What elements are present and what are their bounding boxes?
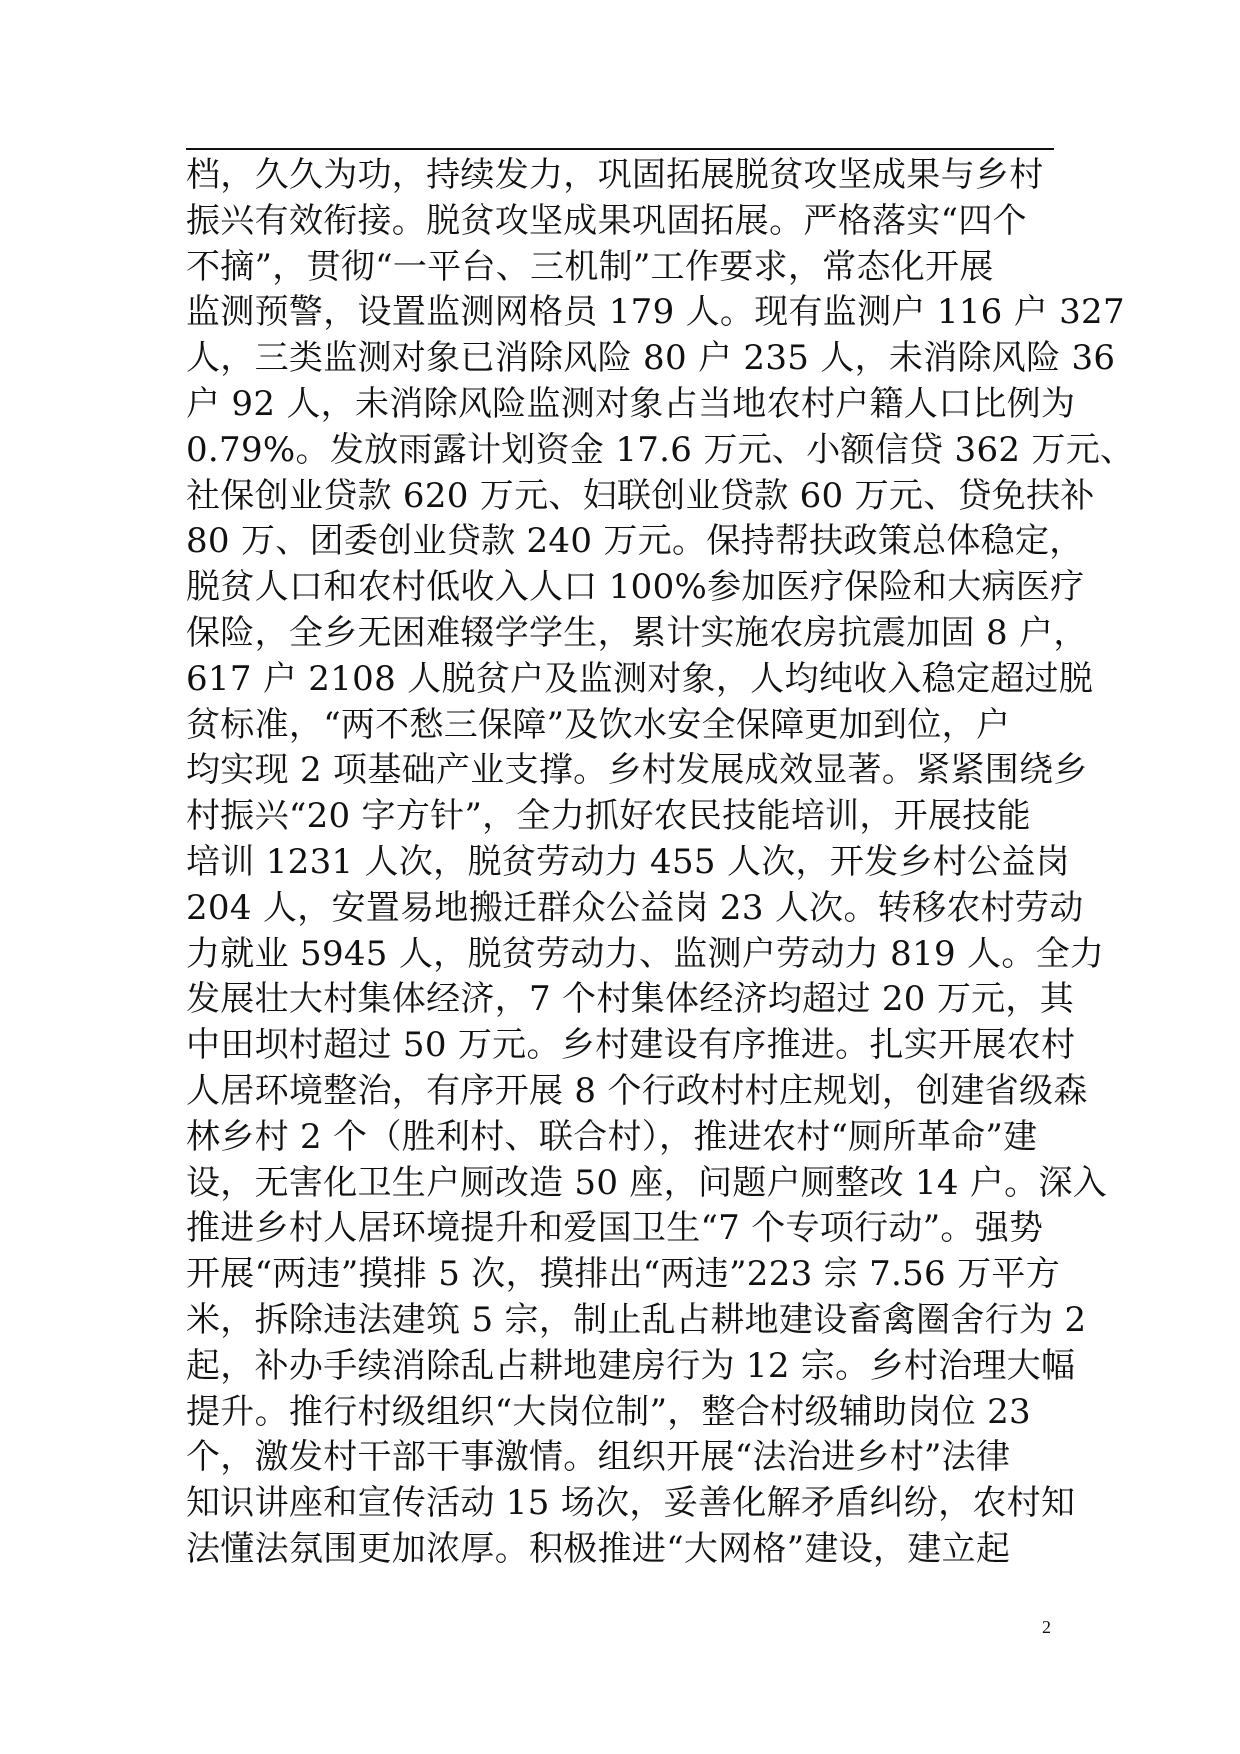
text-line: 推进乡村人居环境提升和爱国卫生“7 个专项行动”。强势 (186, 1208, 1044, 1249)
text-line: 617 户 2108 人脱贫户及监测对象，人均纯收入稳定超过脱 (186, 658, 1094, 699)
text-line: 均实现 2 项基础产业支撑。乡村发展成效显著。紧紧围绕乡 (186, 750, 1088, 791)
text-line: 培训 1231 人次，脱贫劳动力 455 人次，开发乡村公益岗 (186, 841, 1070, 882)
text-line: 开展“两违”摸排 5 次，摸排出“两违”223 宗 7.56 万平方 (186, 1254, 1060, 1295)
page-number: 2 (1042, 1617, 1051, 1637)
text-line: 起，补办手续消除乱占耕地建房行为 12 宗。乡村治理大幅 (186, 1345, 1076, 1386)
header-rule (186, 148, 1054, 150)
text-line: 林乡村 2 个（胜利村、联合村），推进农村“厕所革命”建 (186, 1116, 1038, 1157)
text-line: 米，拆除违法建筑 5 宗，制止乱占耕地建设畜禽圈舍行为 2 (186, 1299, 1087, 1340)
text-line: 脱贫人口和农村低收入人口 100%参加医疗保险和大病医疗 (186, 567, 1085, 608)
text-line: 204 人，安置易地搬迁群众公益岗 23 人次。转移农村劳动 (186, 887, 1084, 928)
text-line: 力就业 5945 人，脱贫劳动力、监测户劳动力 819 人。全力 (186, 933, 1105, 974)
text-line: 知识讲座和宣传活动 15 场次，妥善化解矛盾纠纷，农村知 (186, 1483, 1076, 1524)
text-line: 法懂法氛围更加浓厚。积极推进“大网格”建设，建立起 (186, 1528, 1011, 1569)
text-line: 村振兴“20 字方针”，全力抓好农民技能培训，开展技能 (186, 796, 1031, 837)
text-line: 80 万、团委创业贷款 240 万元。保持帮扶政策总体稳定， (186, 521, 1084, 562)
text-line: 档，久久为功，持续发力，巩固拓展脱贫攻坚成果与乡村 (186, 155, 1044, 195)
body-text (186, 153, 1135, 1573)
text-line: 监测预警，设置监测网格员 179 人。现有监测户 116 户 327 (186, 292, 1125, 333)
text-line: 贫标准，“两不愁三保障”及饮水安全保障更加到位，户 (186, 704, 1011, 745)
text-line: 人，三类监测对象已消除风险 80 户 235 人，未消除风险 36 (186, 338, 1116, 379)
text-line: 不摘”，贯彻“一平台、三机制”工作要求，常态化开展 (186, 246, 994, 287)
text-line: 户 92 人，未消除风险监测对象占当地农村户籍人口比例为 (186, 383, 1076, 424)
text-line: 提升。推行村级组织“大岗位制”，整合村级辅助岗位 23 (186, 1391, 1031, 1432)
text-line: 发展壮大村集体经济，7 个村集体经济均超过 20 万元，其 (186, 979, 1075, 1020)
text-line: 人居环境整治，有序开展 8 个行政村村庄规划，创建省级森 (186, 1070, 1088, 1111)
text-line: 0.79%。发放雨露计划资金 17.6 万元、小额信贷 362 万元、 (186, 429, 1135, 470)
text-line: 中田坝村超过 50 万元。乡村建设有序推进。扎实开展农村 (186, 1025, 1076, 1066)
text-line: 保险，全乡无困难辍学学生，累计实施农房抗震加固 8 户， (186, 612, 1088, 653)
text-line: 个，激发村干部干事激情。组织开展“法治进乡村”法律 (186, 1437, 1011, 1478)
text-line: 设，无害化卫生户厕改造 50 座，问题户厕整改 14 户。深入 (186, 1162, 1108, 1203)
text-line: 振兴有效衔接。脱贫攻坚成果巩固拓展。严格落实“四个 (186, 200, 1027, 241)
text-line: 社保创业贷款 620 万元、妇联创业贷款 60 万元、贷免扶补 (186, 475, 1095, 516)
